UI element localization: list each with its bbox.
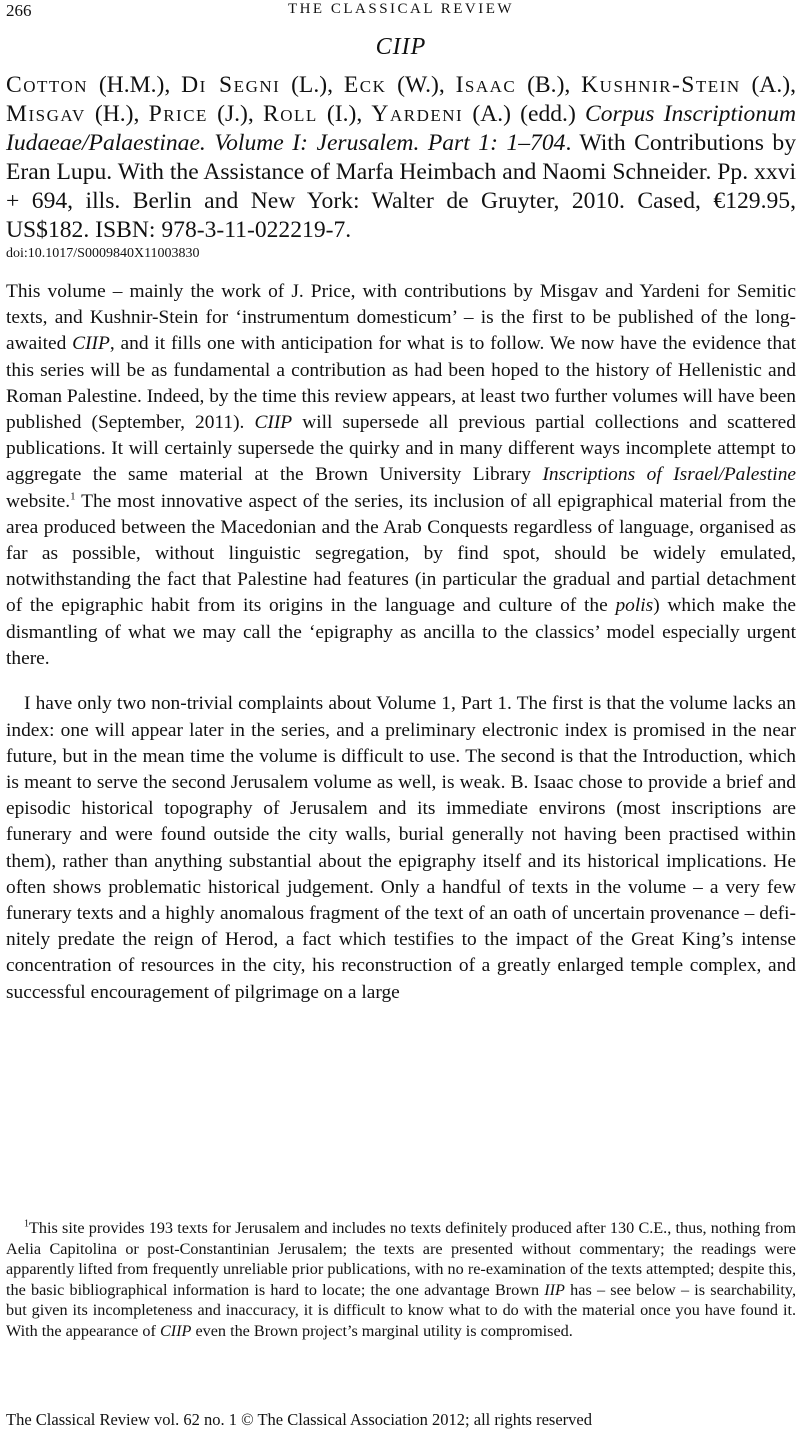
journal-title: THE CLASSICAL REVIEW (287, 1, 515, 17)
editor-name: Isaac (455, 72, 517, 98)
copyright-footer: The Classical Review vol. 62 no. 1 © The Classical Association 2012; all rights reserved (6, 1410, 592, 1429)
editor-name: Di Segni (181, 72, 281, 98)
editor-name: Roll (262, 101, 318, 127)
page-number: 266 (6, 1, 32, 20)
doi[interactable]: doi:10.1017/S0009840X11003830 (6, 246, 200, 261)
running-head (6, 0, 796, 24)
citation: Cotton (H.M.), Di Segni (L.), Eck (W.), Isaac (B.), Kushnir-Stein (A.), Misgav (H.), Price (J.), Roll (I.), Yardeni (A.) (edd.) Corpus Inscriptionum Iudaeae/Palaestinae. Volume I: Jerusalem. Part 1: 1–704. With Contributions by Eran Lupu. With the Assistance of Marfa Heimbach and Naomi Schneider. Pp. xxvi + 694, ills. Berlin and New York: Walter de Gruyter, 2010. Cased, €129.95, US$182. ISBN: 978-3-11-022219-7. (6, 72, 796, 243)
editor-name: Yardeni (371, 101, 464, 127)
footnote: $^1$This site provides 193 texts for Jerusalem and includes no texts definitely produced after 130 C.E., thus, nothing from Aelia Capitolina or post-Constantinian Jerusalem; the texts are presented without commentary; the readings were apparently lifted from frequently unreliable prior publications, with no re-examination of the texts attempted; despite this, the basic bibliographical information is hard to locate; the one advantage Brown IIP has – see below – is searchability, but given its incompleteness and inaccuracy, it is difficult to know what to do with the material once you have found it. With the appearance of CIIP even the Brown project’s marginal utility is compromised. (6, 1218, 796, 1340)
editor-name: Cotton (6, 72, 89, 98)
footnote-number: 1 (24, 1218, 29, 1230)
editor-name: Price (148, 101, 208, 127)
footnote-reference[interactable]: 1 (70, 490, 76, 503)
editor-name: Misgav (6, 101, 86, 127)
editor-name: Kushnir-Stein (581, 72, 741, 98)
article-title: CIIP (375, 34, 427, 60)
body-paragraph-2: I have only two non-trivial complaints about Volume 1, Part 1. The first is that the volume lacks an index: one will appear later in the series, and a preliminary electronic index is promised in the near future, but in the mean time the volume is difficult to use. The second is that the Introduction, which is meant to serve the second Jerusalem volume as well, is weak. B. Isaac chose to provide a brief and episodic historical topography of Jerusalem and its immediate environs (most inscriptions are funerary and were found outside the city walls, burial generally not having been practised within them), rather than anything substantial about the epigraphy itself and its historical implications. He often shows problematic historical judgement. Only a handful of texts in the volume – a very few funerary texts and a highly anomalous fragment of the text of an oath of uncertain provenance – definitely predate the reign of Herod, a fact which testifies to the impact of the Great King’s intense concentration of resources in the city, his reconstruction of a greatly enlarged temple complex, and successful encouragement of pilgrimage on a large (6, 693, 796, 1003)
page (6, 0, 797, 1429)
book-title: Corpus Inscriptionum Iudaeae/Palaestinae. Volume I: Jerusalem. Part 1: 1–704 (6, 101, 796, 156)
editor-name: Eck (343, 72, 387, 98)
publication-details: . With Contributions by Eran Lupu. With the Assistance of Marfa Heimbach and Naomi Schneider. Pp. xxvi + 694, ills. Berlin and New York: Walter de Gruyter, 2010. Cased, €129.95, US$182. ISBN: 978-3-11-022219-7. (6, 130, 796, 243)
body-paragraph-1: This volume – mainly the work of J. Price, with contributions by Misgav and Yardeni for Semitic texts, and Kushnir-Stein for ‘instrumentum domesticum’ – is the first to be published of the long-awaited CIIP, and it fills one with anticipation for what is to follow. We now have the evidence that this series will be as fundamental a contribution as had been hoped to the history of Hellenistic and Roman Palestine. Indeed, by the time this review appears, at least two further volumes will have been published (September, 2011). CIIP will supersede all previous partial collections and scattered publications. It will certainly supersede the quirky and in many different ways incomplete attempt to aggregate the same material at the Brown University Library Inscriptions of Israel/Palestine website.$^1$ The most innovative aspect of the series, its inclusion of all epigraphical material from the area produced between the Macedonian and the Arab Conquests regardless of language, organised as far as possible, without linguistic segregation, by find spot, should be widely emulated, notwithstanding the fact that Palestine had features (in particular the gradual and partial detachment of the epigraphic habit from its origins in the language and culture of the polis) which make the dismantling of what we may call the ‘epigraphy as ancilla to the classics’ model especially urgent there. (6, 281, 797, 669)
